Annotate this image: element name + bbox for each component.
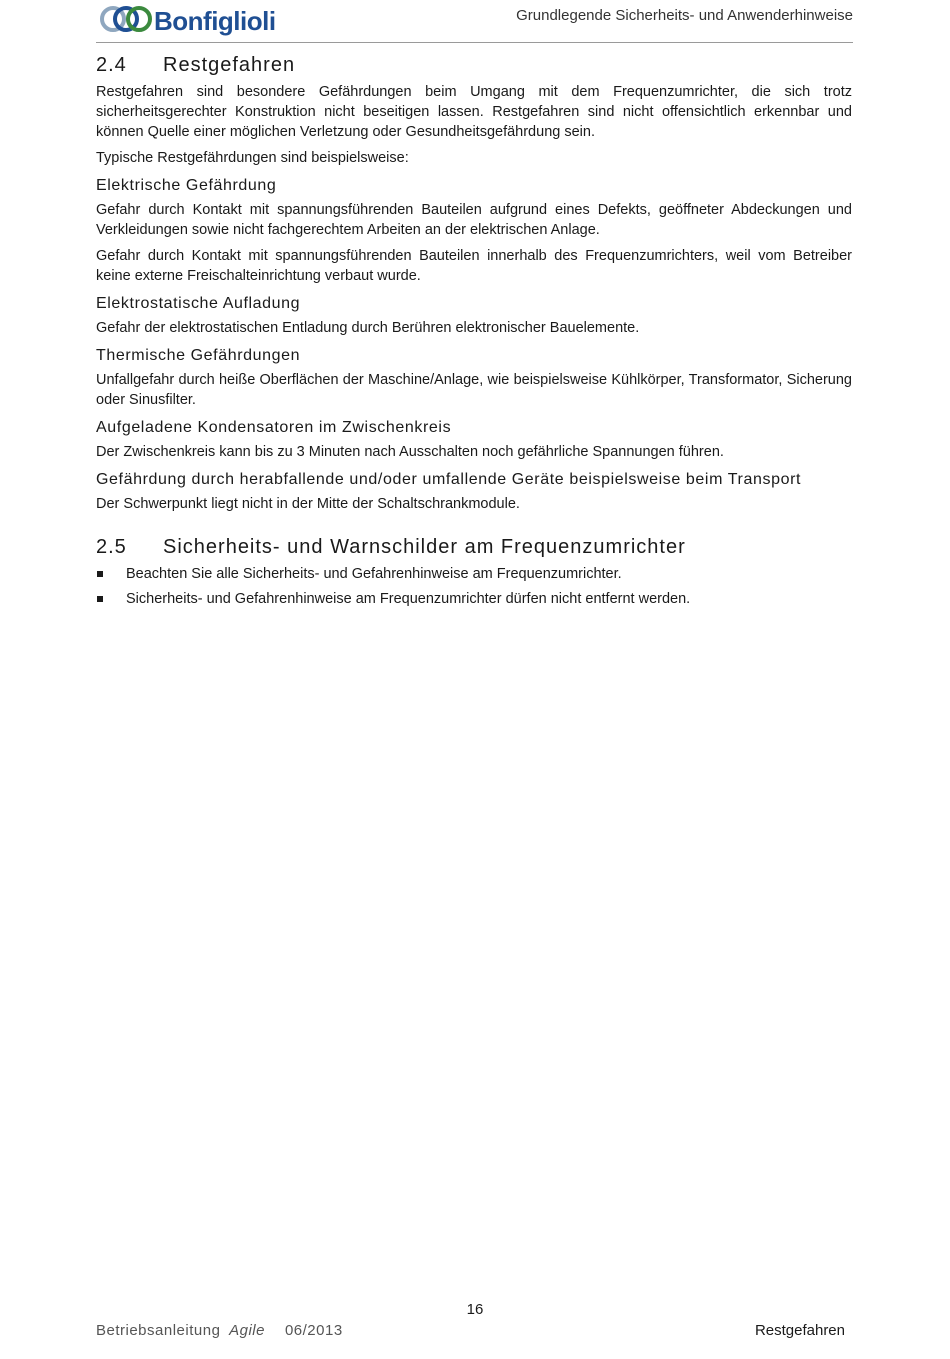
hazard-heading: Elektrostatische Aufladung [96, 295, 301, 312]
footer-product: Agile [229, 1322, 265, 1339]
footer-chapter: Restgefahren [754, 1322, 845, 1339]
page-header [96, 0, 853, 43]
hazard-paragraph: Gefahr durch Kontakt mit spannungsführenden Bauteilen innerhalb des Frequenzumrichters, weil vom Betreiber keine externe Freischalteinrichtung verbaut wurde. [96, 248, 852, 284]
page-number: 16 [466, 1301, 484, 1318]
header-title: Grundlegende Sicherheits- und Anwenderhinweise [516, 7, 853, 24]
hazard-heading: Thermische Gefährdungen [96, 347, 301, 364]
hazard-paragraph: Der Schwerpunkt liegt nicht in der Mitte der Schaltschrankmodule. [96, 496, 520, 512]
list-item: Beachten Sie alle Sicherheits- und Gefahrenhinweise am Frequenzumrichter. [96, 564, 852, 584]
intro-paragraph: Restgefahren sind besondere Gefährdungen beim Umgang mit dem Frequenzumrichter, die sich trotz sicherheitsgerechter Konstruktion nicht beseitigen lassen. Restgefahren sind nicht offensichtlich erkennbar und können Quelle einer möglichen Verletzung oder Gesundheitsgefährdung sein. [96, 84, 852, 140]
section-number: 2.4 [96, 54, 127, 76]
section-heading-2-4 [96, 52, 852, 78]
footer-doc-type: Betriebsanleitung [96, 1322, 221, 1339]
page-content [96, 52, 852, 614]
section-heading-2-5 [96, 534, 852, 560]
logo-text: Bonfiglioli [154, 6, 276, 36]
hazard-heading: Elektrische Gefährdung [96, 177, 277, 194]
hazard-paragraph: Unfallgefahr durch heiße Oberflächen der Maschine/Anlage, wie beispielsweise Kühlkörper, Transformator, Sicherung oder Sinusfilter. [96, 372, 852, 408]
logo-rings-icon [100, 4, 152, 34]
footer-date: 06/2013 [284, 1322, 343, 1339]
list-item: Sicherheits- und Gefahrenhinweise am Frequenzumrichter dürfen nicht entfernt werden. [96, 589, 852, 609]
hazard-heading: Gefährdung durch herabfallende und/oder umfallende Geräte beispielsweise beim Transport [96, 471, 802, 488]
warning-list [96, 564, 852, 609]
section-title: Restgefahren [163, 54, 296, 76]
bonfiglioli-logo [100, 4, 300, 38]
footer-doc-info [96, 1322, 343, 1339]
hazard-heading: Aufgeladene Kondensatoren im Zwischenkreis [96, 419, 452, 436]
section-number: 2.5 [96, 536, 127, 558]
hazard-paragraph: Gefahr der elektrostatischen Entladung durch Berühren elektronischer Bauelemente. [96, 320, 640, 336]
hazard-paragraph: Der Zwischenkreis kann bis zu 3 Minuten nach Ausschalten noch gefährliche Spannungen führen. [96, 444, 724, 460]
section-title: Sicherheits- und Warnschilder am Frequenzumrichter [163, 536, 686, 558]
hazard-paragraph: Gefahr durch Kontakt mit spannungsführenden Bauteilen aufgrund eines Defekts, geöffneter Abdeckungen und Verkleidungen sowie nicht fachgerechtem Arbeiten an der elektrischen Anlage. [96, 202, 852, 238]
lead-paragraph: Typische Restgefährdungen sind beispielsweise: [96, 150, 409, 166]
